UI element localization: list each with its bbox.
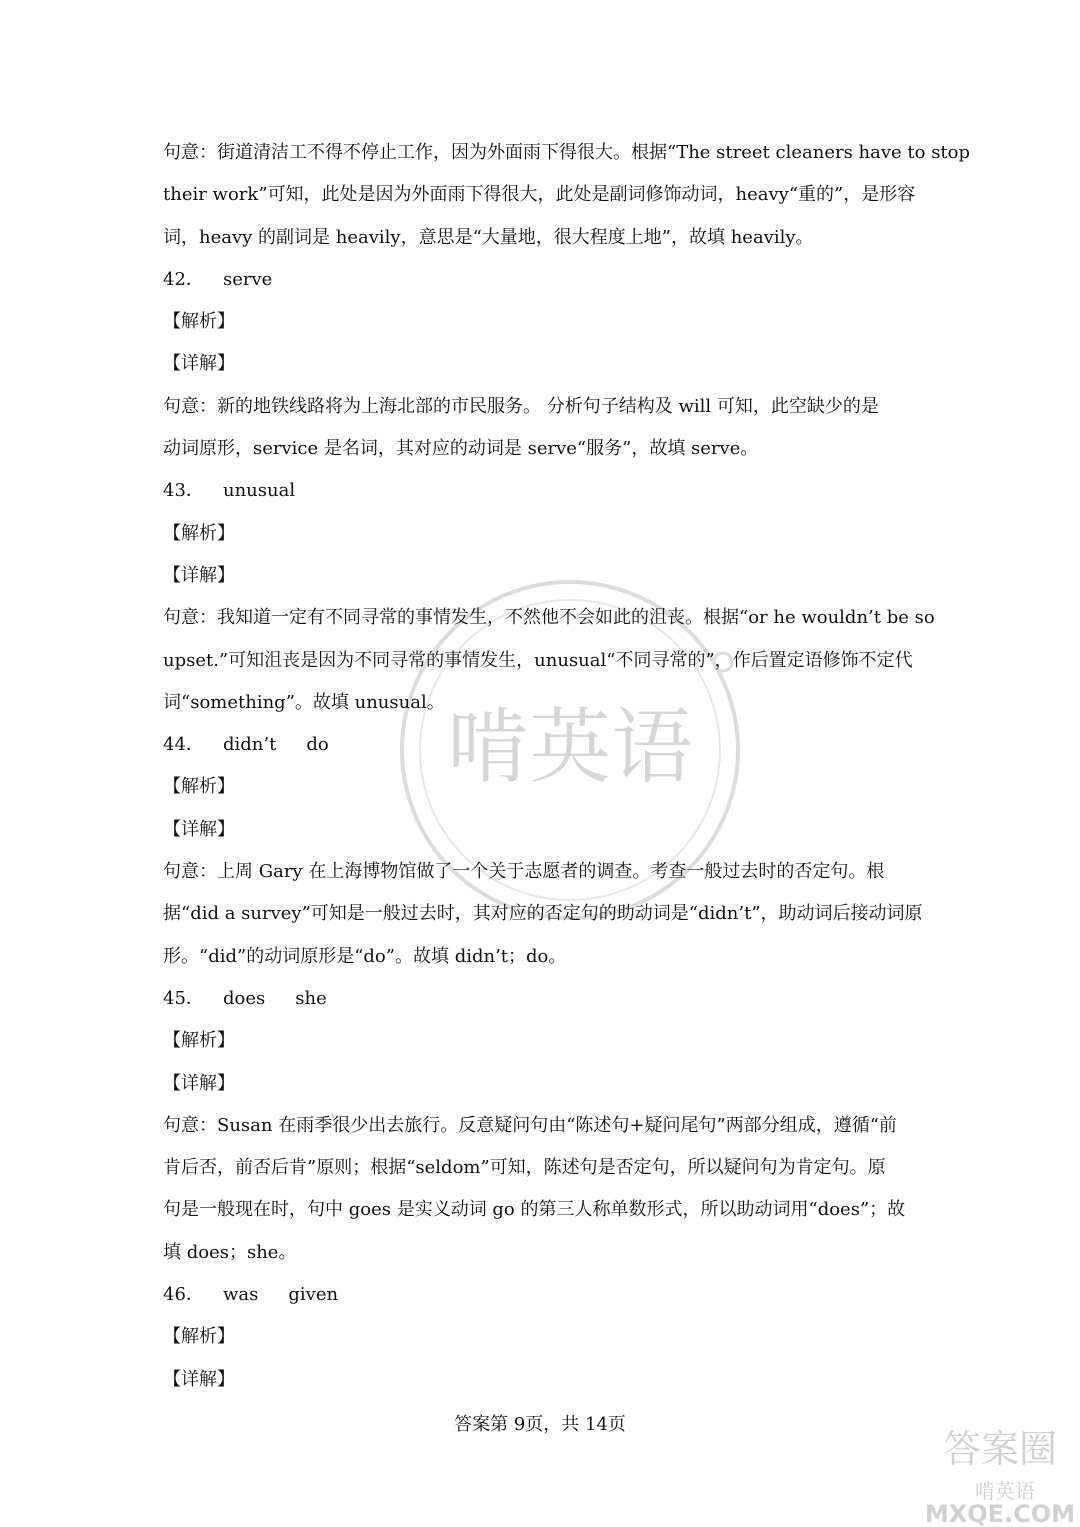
corner-logo-bottom: MXQE.COM (924, 1500, 1076, 1527)
detail-label: 【详解】 (163, 1368, 235, 1390)
corner-logo-top: 答案圈 (942, 1427, 1058, 1471)
answer-word: serve (223, 268, 273, 290)
detail-line: 词，heavy 的副词是 heavily，意思是“大量地，很大程度上地”，故填 heavily。 (163, 226, 814, 248)
analysis-label: 【解析】 (163, 1326, 235, 1348)
answer-word: was (223, 1284, 259, 1306)
watermark-text: 啃英语 (446, 700, 694, 795)
answer-content (163, 132, 971, 1401)
detail-line: upset.”可知沮丧是因为不同寻常的事情发生，unusual“不同寻常的”，作后置定语修饰不定代 (163, 649, 913, 671)
question-45-answer (163, 978, 919, 1020)
detail-line: 填 does；she。 (163, 1241, 297, 1263)
detail-label: 【详解】 (163, 564, 235, 586)
detail-line: 句意：新的地铁线路将为上海北部的市民服务。 分析句子结构及 will 可知，此空缺少的是 (163, 395, 879, 417)
detail-line: 句意：街道清洁工不得不停止工作，因为外面雨下得很大。根据“The street cleaners have to stop (163, 142, 971, 163)
detail-line: 句是一般现在时，句中 goes 是实义动词 go 的第三人称单数形式，所以助动词用“does”；故 (163, 1199, 906, 1221)
detail-line: 动词原形，service 是名词，其对应的动词是 serve“服务”，故填 serve。 (163, 438, 759, 460)
corner-logo (905, 1410, 1080, 1527)
question-44-answer (163, 724, 919, 766)
detail-line: 据“did a survey”可知是一般过去时，其对应的否定句的助动词是“didn’t”，助动词后接动词原 (163, 903, 923, 925)
question-46-answer (163, 1274, 919, 1316)
question-number: 46． (163, 1284, 204, 1306)
question-number: 42． (163, 268, 204, 290)
answer-word: do (306, 734, 329, 756)
answer-word: given (288, 1284, 339, 1306)
detail-line: 句意：上周 Gary 在上海博物馆做了一个关于志愿者的调查。考查一般过去时的否定句。根 (163, 861, 885, 883)
analysis-label: 【解析】 (163, 311, 235, 333)
answer-word: does (223, 987, 266, 1009)
page-footer: 答案第 9页，共 14页 (454, 1414, 626, 1435)
detail-line: 句意：我知道一定有不同寻常的事情发生，不然他不会如此的沮丧。根据“or he wouldn’t be so (163, 607, 935, 629)
question-number: 43． (163, 480, 204, 502)
answer-word: she (295, 987, 327, 1009)
answer-word: unusual (223, 480, 296, 502)
analysis-label: 【解析】 (163, 776, 235, 798)
question-42-answer (163, 259, 919, 301)
detail-line: 词“something”。故填 unusual。 (163, 691, 445, 713)
question-number: 45． (163, 987, 204, 1009)
question-43-answer (163, 470, 919, 512)
answer-word: didn’t (223, 734, 277, 756)
detail-label: 【详解】 (163, 353, 235, 375)
detail-line: 句意：Susan 在雨季很少出去旅行。反意疑问句由“陈述句+疑问尾句”两部分组成，遵循“前 (163, 1114, 897, 1136)
corner-logo-sub: 啃英语 (975, 1479, 1035, 1503)
analysis-label: 【解析】 (163, 522, 235, 544)
question-number: 44． (163, 734, 204, 756)
detail-line: 肯后否，前否后肯”原则；根据“seldom”可知，陈述句是否定句，所以疑问句为肯定句。原 (163, 1157, 886, 1179)
detail-line: their work”可知，此处是因为外面雨下得很大，此处是副词修饰动词，heavy“重的”，是形容 (163, 184, 916, 206)
detail-label: 【详解】 (163, 818, 235, 840)
detail-line: 形。“did”的动词原形是“do”。故填 didn’t；do。 (163, 945, 567, 967)
analysis-label: 【解析】 (163, 1030, 235, 1052)
detail-label: 【详解】 (163, 1072, 235, 1094)
